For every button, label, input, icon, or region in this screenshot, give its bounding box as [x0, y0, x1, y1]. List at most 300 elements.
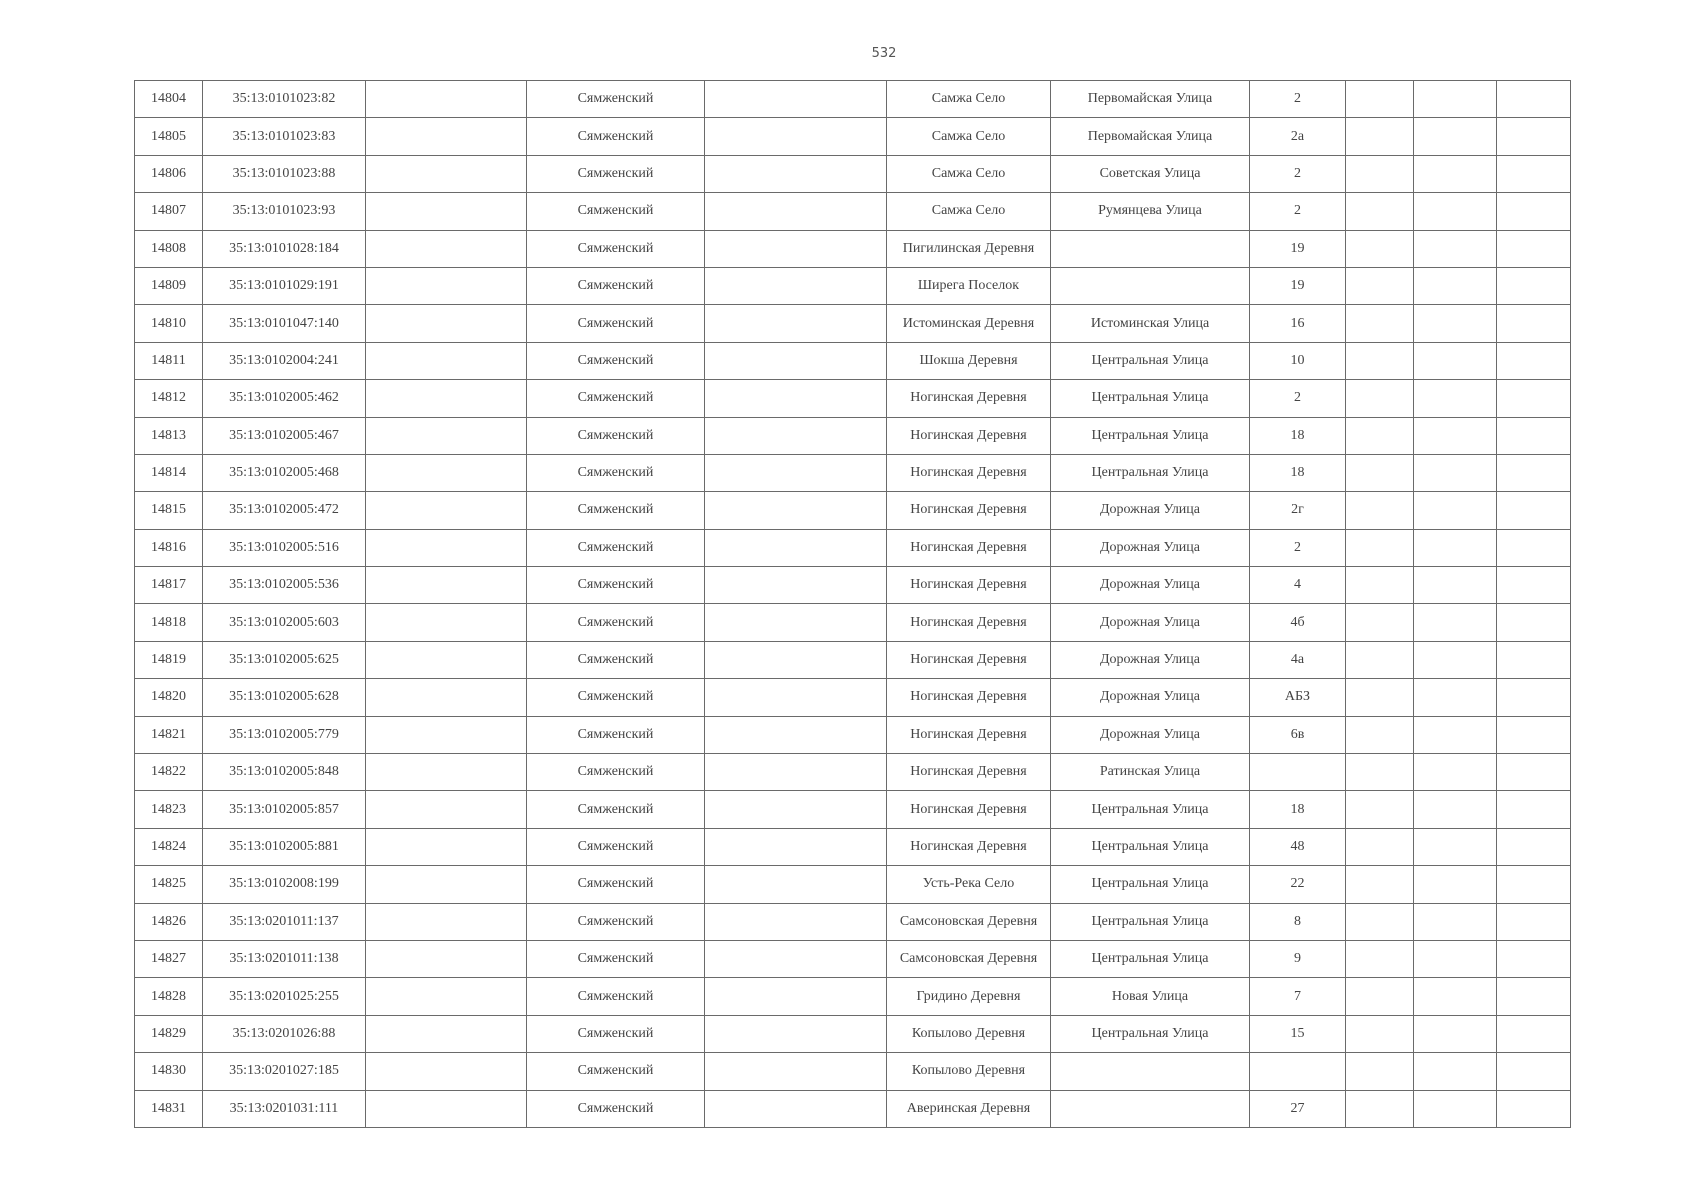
- empty-cell: [366, 978, 527, 1015]
- district-cell: Сямженский: [527, 1090, 705, 1127]
- district-cell: Сямженский: [527, 529, 705, 566]
- empty-cell: [1414, 679, 1497, 716]
- empty-cell: [1497, 267, 1571, 304]
- empty-cell: [366, 529, 527, 566]
- empty-cell: [705, 679, 887, 716]
- house-number-cell: [1250, 754, 1346, 791]
- empty-cell: [1497, 492, 1571, 529]
- house-number-cell: 18: [1250, 791, 1346, 828]
- empty-cell: [366, 567, 527, 604]
- empty-cell: [1497, 791, 1571, 828]
- empty-cell: [366, 866, 527, 903]
- empty-cell: [366, 193, 527, 230]
- empty-cell: [366, 1053, 527, 1090]
- street-cell: Первомайская Улица: [1051, 118, 1250, 155]
- empty-cell: [1414, 604, 1497, 641]
- district-cell: Сямженский: [527, 492, 705, 529]
- district-cell: Сямженский: [527, 342, 705, 379]
- empty-cell: [1414, 230, 1497, 267]
- street-cell: Дорожная Улица: [1051, 492, 1250, 529]
- empty-cell: [1497, 679, 1571, 716]
- cadastral-number-cell: 35:13:0102005:516: [203, 529, 366, 566]
- cadastral-number-cell: 35:13:0102005:468: [203, 454, 366, 491]
- table-row: [135, 193, 1571, 230]
- house-number-cell: АБЗ: [1250, 679, 1346, 716]
- empty-cell: [1497, 155, 1571, 192]
- locality-cell: Ширега Поселок: [887, 267, 1051, 304]
- row-number-cell: 14819: [135, 641, 203, 678]
- empty-cell: [705, 641, 887, 678]
- house-number-cell: 19: [1250, 267, 1346, 304]
- locality-cell: Самжа Село: [887, 118, 1051, 155]
- empty-cell: [705, 716, 887, 753]
- district-cell: Сямженский: [527, 305, 705, 342]
- house-number-cell: 7: [1250, 978, 1346, 1015]
- empty-cell: [1346, 529, 1414, 566]
- row-number-cell: 14820: [135, 679, 203, 716]
- street-cell: Первомайская Улица: [1051, 81, 1250, 118]
- street-cell: Центральная Улица: [1051, 940, 1250, 977]
- table-row: [135, 1053, 1571, 1090]
- house-number-cell: [1250, 1053, 1346, 1090]
- table-row: [135, 155, 1571, 192]
- cadastral-number-cell: 35:13:0201031:111: [203, 1090, 366, 1127]
- table-row: [135, 604, 1571, 641]
- empty-cell: [705, 267, 887, 304]
- house-number-cell: 16: [1250, 305, 1346, 342]
- street-cell: Дорожная Улица: [1051, 604, 1250, 641]
- empty-cell: [1346, 454, 1414, 491]
- row-number-cell: 14822: [135, 754, 203, 791]
- row-number-cell: 14811: [135, 342, 203, 379]
- street-cell: [1051, 230, 1250, 267]
- table-row: [135, 903, 1571, 940]
- empty-cell: [366, 454, 527, 491]
- street-cell: Центральная Улица: [1051, 791, 1250, 828]
- street-cell: Дорожная Улица: [1051, 567, 1250, 604]
- row-number-cell: 14827: [135, 940, 203, 977]
- empty-cell: [1346, 118, 1414, 155]
- empty-cell: [1346, 492, 1414, 529]
- district-cell: Сямженский: [527, 193, 705, 230]
- empty-cell: [705, 866, 887, 903]
- street-cell: Центральная Улица: [1051, 1015, 1250, 1052]
- empty-cell: [366, 940, 527, 977]
- district-cell: Сямженский: [527, 230, 705, 267]
- table-row: [135, 978, 1571, 1015]
- empty-cell: [1414, 380, 1497, 417]
- street-cell: Истоминская Улица: [1051, 305, 1250, 342]
- locality-cell: Ногинская Деревня: [887, 454, 1051, 491]
- empty-cell: [1414, 978, 1497, 1015]
- table-row: [135, 567, 1571, 604]
- locality-cell: Ногинская Деревня: [887, 828, 1051, 865]
- cadastral-number-cell: 35:13:0201026:88: [203, 1015, 366, 1052]
- empty-cell: [705, 81, 887, 118]
- empty-cell: [705, 903, 887, 940]
- locality-cell: Ногинская Деревня: [887, 492, 1051, 529]
- empty-cell: [1414, 1090, 1497, 1127]
- house-number-cell: 4б: [1250, 604, 1346, 641]
- empty-cell: [1346, 305, 1414, 342]
- empty-cell: [366, 903, 527, 940]
- empty-cell: [1346, 193, 1414, 230]
- empty-cell: [1414, 940, 1497, 977]
- locality-cell: Усть-Река Село: [887, 866, 1051, 903]
- row-number-cell: 14825: [135, 866, 203, 903]
- cadastral-number-cell: 35:13:0201011:137: [203, 903, 366, 940]
- cadastral-number-cell: 35:13:0102005:857: [203, 791, 366, 828]
- empty-cell: [1414, 417, 1497, 454]
- empty-cell: [366, 641, 527, 678]
- row-number-cell: 14814: [135, 454, 203, 491]
- empty-cell: [1497, 380, 1571, 417]
- empty-cell: [1497, 529, 1571, 566]
- street-cell: Центральная Улица: [1051, 454, 1250, 491]
- street-cell: Центральная Улица: [1051, 417, 1250, 454]
- district-cell: Сямженский: [527, 567, 705, 604]
- empty-cell: [1346, 716, 1414, 753]
- empty-cell: [1414, 716, 1497, 753]
- empty-cell: [1346, 567, 1414, 604]
- empty-cell: [705, 305, 887, 342]
- cadastral-number-cell: 35:13:0101023:82: [203, 81, 366, 118]
- row-number-cell: 14821: [135, 716, 203, 753]
- street-cell: Центральная Улица: [1051, 866, 1250, 903]
- locality-cell: Шокша Деревня: [887, 342, 1051, 379]
- district-cell: Сямженский: [527, 604, 705, 641]
- table-row: [135, 118, 1571, 155]
- table-row: [135, 940, 1571, 977]
- house-number-cell: 6в: [1250, 716, 1346, 753]
- house-number-cell: 2: [1250, 529, 1346, 566]
- table-row: [135, 791, 1571, 828]
- street-cell: Румянцева Улица: [1051, 193, 1250, 230]
- cadastral-number-cell: 35:13:0101047:140: [203, 305, 366, 342]
- empty-cell: [1497, 1090, 1571, 1127]
- empty-cell: [1414, 828, 1497, 865]
- row-number-cell: 14806: [135, 155, 203, 192]
- table-row: [135, 641, 1571, 678]
- cadastral-number-cell: 35:13:0201027:185: [203, 1053, 366, 1090]
- empty-cell: [1497, 567, 1571, 604]
- empty-cell: [705, 1015, 887, 1052]
- empty-cell: [705, 155, 887, 192]
- empty-cell: [705, 492, 887, 529]
- cadastral-number-cell: 35:13:0102005:848: [203, 754, 366, 791]
- row-number-cell: 14817: [135, 567, 203, 604]
- cadastral-number-cell: 35:13:0201025:255: [203, 978, 366, 1015]
- table-row: [135, 267, 1571, 304]
- empty-cell: [1497, 641, 1571, 678]
- street-cell: Центральная Улица: [1051, 828, 1250, 865]
- row-number-cell: 14808: [135, 230, 203, 267]
- empty-cell: [1414, 529, 1497, 566]
- empty-cell: [1414, 193, 1497, 230]
- empty-cell: [366, 1015, 527, 1052]
- house-number-cell: 15: [1250, 1015, 1346, 1052]
- locality-cell: Ногинская Деревня: [887, 679, 1051, 716]
- empty-cell: [1497, 604, 1571, 641]
- row-number-cell: 14805: [135, 118, 203, 155]
- district-cell: Сямженский: [527, 1053, 705, 1090]
- district-cell: Сямженский: [527, 417, 705, 454]
- house-number-cell: 4: [1250, 567, 1346, 604]
- empty-cell: [1346, 978, 1414, 1015]
- empty-cell: [1414, 454, 1497, 491]
- row-number-cell: 14816: [135, 529, 203, 566]
- district-cell: Сямженский: [527, 380, 705, 417]
- district-cell: Сямженский: [527, 679, 705, 716]
- table-row: [135, 754, 1571, 791]
- row-number-cell: 14807: [135, 193, 203, 230]
- table-row: [135, 492, 1571, 529]
- empty-cell: [1346, 604, 1414, 641]
- empty-cell: [1346, 1053, 1414, 1090]
- empty-cell: [705, 1053, 887, 1090]
- empty-cell: [1346, 679, 1414, 716]
- empty-cell: [1414, 641, 1497, 678]
- empty-cell: [1497, 716, 1571, 753]
- empty-cell: [1346, 866, 1414, 903]
- empty-cell: [1497, 828, 1571, 865]
- empty-cell: [366, 492, 527, 529]
- house-number-cell: 22: [1250, 866, 1346, 903]
- row-number-cell: 14830: [135, 1053, 203, 1090]
- empty-cell: [366, 716, 527, 753]
- empty-cell: [1414, 567, 1497, 604]
- empty-cell: [1497, 866, 1571, 903]
- empty-cell: [1414, 1053, 1497, 1090]
- house-number-cell: 9: [1250, 940, 1346, 977]
- empty-cell: [705, 118, 887, 155]
- district-cell: Сямженский: [527, 866, 705, 903]
- empty-cell: [1346, 230, 1414, 267]
- table-row: [135, 417, 1571, 454]
- empty-cell: [705, 1090, 887, 1127]
- empty-cell: [705, 940, 887, 977]
- locality-cell: Ногинская Деревня: [887, 604, 1051, 641]
- empty-cell: [1414, 155, 1497, 192]
- empty-cell: [1346, 828, 1414, 865]
- table-row: [135, 305, 1571, 342]
- cadastral-number-cell: 35:13:0101028:184: [203, 230, 366, 267]
- empty-cell: [705, 828, 887, 865]
- locality-cell: Самсоновская Деревня: [887, 903, 1051, 940]
- district-cell: Сямженский: [527, 791, 705, 828]
- empty-cell: [1497, 1053, 1571, 1090]
- street-cell: [1051, 1090, 1250, 1127]
- house-number-cell: 2г: [1250, 492, 1346, 529]
- row-number-cell: 14804: [135, 81, 203, 118]
- street-cell: Дорожная Улица: [1051, 679, 1250, 716]
- table-row: [135, 716, 1571, 753]
- empty-cell: [705, 380, 887, 417]
- locality-cell: Аверинская Деревня: [887, 1090, 1051, 1127]
- row-number-cell: 14809: [135, 267, 203, 304]
- empty-cell: [1497, 118, 1571, 155]
- row-number-cell: 14815: [135, 492, 203, 529]
- cadastral-number-cell: 35:13:0102005:462: [203, 380, 366, 417]
- row-number-cell: 14810: [135, 305, 203, 342]
- empty-cell: [1414, 305, 1497, 342]
- house-number-cell: 18: [1250, 417, 1346, 454]
- house-number-cell: 19: [1250, 230, 1346, 267]
- table-row: [135, 679, 1571, 716]
- locality-cell: Ногинская Деревня: [887, 716, 1051, 753]
- empty-cell: [1497, 454, 1571, 491]
- locality-cell: Ногинская Деревня: [887, 641, 1051, 678]
- cadastral-number-cell: 35:13:0101029:191: [203, 267, 366, 304]
- empty-cell: [1346, 754, 1414, 791]
- registry-table-body: [135, 81, 1571, 1128]
- empty-cell: [705, 529, 887, 566]
- house-number-cell: 2: [1250, 155, 1346, 192]
- house-number-cell: 18: [1250, 454, 1346, 491]
- cadastral-number-cell: 35:13:0102005:467: [203, 417, 366, 454]
- cadastral-number-cell: 35:13:0102005:779: [203, 716, 366, 753]
- registry-table: [134, 80, 1571, 1128]
- empty-cell: [1414, 903, 1497, 940]
- district-cell: Сямженский: [527, 978, 705, 1015]
- row-number-cell: 14831: [135, 1090, 203, 1127]
- empty-cell: [366, 417, 527, 454]
- locality-cell: Ногинская Деревня: [887, 380, 1051, 417]
- district-cell: Сямженский: [527, 828, 705, 865]
- empty-cell: [366, 1090, 527, 1127]
- house-number-cell: 48: [1250, 828, 1346, 865]
- locality-cell: Ногинская Деревня: [887, 791, 1051, 828]
- district-cell: Сямженский: [527, 267, 705, 304]
- empty-cell: [1414, 342, 1497, 379]
- empty-cell: [366, 267, 527, 304]
- table-row: [135, 230, 1571, 267]
- street-cell: [1051, 267, 1250, 304]
- empty-cell: [366, 342, 527, 379]
- street-cell: [1051, 1053, 1250, 1090]
- house-number-cell: 2: [1250, 380, 1346, 417]
- empty-cell: [705, 754, 887, 791]
- house-number-cell: 2: [1250, 193, 1346, 230]
- street-cell: Ратинская Улица: [1051, 754, 1250, 791]
- empty-cell: [705, 567, 887, 604]
- cadastral-number-cell: 35:13:0102005:628: [203, 679, 366, 716]
- empty-cell: [366, 380, 527, 417]
- locality-cell: Самжа Село: [887, 155, 1051, 192]
- cadastral-number-cell: 35:13:0201011:138: [203, 940, 366, 977]
- locality-cell: Истоминская Деревня: [887, 305, 1051, 342]
- empty-cell: [366, 155, 527, 192]
- empty-cell: [366, 81, 527, 118]
- table-row: [135, 529, 1571, 566]
- house-number-cell: 2: [1250, 81, 1346, 118]
- street-cell: Дорожная Улица: [1051, 641, 1250, 678]
- empty-cell: [1346, 267, 1414, 304]
- table-row: [135, 81, 1571, 118]
- street-cell: Дорожная Улица: [1051, 716, 1250, 753]
- empty-cell: [1497, 417, 1571, 454]
- empty-cell: [1414, 1015, 1497, 1052]
- locality-cell: Самжа Село: [887, 193, 1051, 230]
- locality-cell: Копылово Деревня: [887, 1053, 1051, 1090]
- district-cell: Сямженский: [527, 118, 705, 155]
- street-cell: Дорожная Улица: [1051, 529, 1250, 566]
- row-number-cell: 14824: [135, 828, 203, 865]
- row-number-cell: 14813: [135, 417, 203, 454]
- table-row: [135, 828, 1571, 865]
- empty-cell: [705, 230, 887, 267]
- locality-cell: Самсоновская Деревня: [887, 940, 1051, 977]
- empty-cell: [1346, 791, 1414, 828]
- empty-cell: [366, 828, 527, 865]
- street-cell: Центральная Улица: [1051, 903, 1250, 940]
- locality-cell: Ногинская Деревня: [887, 529, 1051, 566]
- empty-cell: [705, 193, 887, 230]
- empty-cell: [366, 305, 527, 342]
- district-cell: Сямженский: [527, 81, 705, 118]
- locality-cell: Копылово Деревня: [887, 1015, 1051, 1052]
- empty-cell: [1346, 380, 1414, 417]
- cadastral-number-cell: 35:13:0102005:472: [203, 492, 366, 529]
- empty-cell: [1414, 118, 1497, 155]
- locality-cell: Ногинская Деревня: [887, 567, 1051, 604]
- locality-cell: Пигилинская Деревня: [887, 230, 1051, 267]
- empty-cell: [1414, 81, 1497, 118]
- row-number-cell: 14829: [135, 1015, 203, 1052]
- empty-cell: [705, 342, 887, 379]
- cadastral-number-cell: 35:13:0101023:83: [203, 118, 366, 155]
- district-cell: Сямженский: [527, 754, 705, 791]
- empty-cell: [1414, 866, 1497, 903]
- page-number: 532: [871, 46, 897, 61]
- empty-cell: [1497, 754, 1571, 791]
- district-cell: Сямженский: [527, 641, 705, 678]
- row-number-cell: 14828: [135, 978, 203, 1015]
- table-row: [135, 342, 1571, 379]
- empty-cell: [366, 604, 527, 641]
- empty-cell: [1346, 1015, 1414, 1052]
- cadastral-number-cell: 35:13:0102005:603: [203, 604, 366, 641]
- district-cell: Сямженский: [527, 454, 705, 491]
- street-cell: Центральная Улица: [1051, 342, 1250, 379]
- empty-cell: [1414, 791, 1497, 828]
- table-row: [135, 380, 1571, 417]
- empty-cell: [705, 417, 887, 454]
- cadastral-number-cell: 35:13:0101023:93: [203, 193, 366, 230]
- house-number-cell: 4а: [1250, 641, 1346, 678]
- table-row: [135, 1015, 1571, 1052]
- cadastral-number-cell: 35:13:0102005:881: [203, 828, 366, 865]
- empty-cell: [1497, 978, 1571, 1015]
- empty-cell: [1497, 81, 1571, 118]
- empty-cell: [705, 791, 887, 828]
- table-row: [135, 454, 1571, 491]
- street-cell: Новая Улица: [1051, 978, 1250, 1015]
- locality-cell: Ногинская Деревня: [887, 754, 1051, 791]
- empty-cell: [366, 754, 527, 791]
- empty-cell: [1414, 492, 1497, 529]
- empty-cell: [1346, 81, 1414, 118]
- empty-cell: [1497, 903, 1571, 940]
- empty-cell: [1346, 155, 1414, 192]
- row-number-cell: 14818: [135, 604, 203, 641]
- district-cell: Сямженский: [527, 155, 705, 192]
- cadastral-number-cell: 35:13:0102005:536: [203, 567, 366, 604]
- district-cell: Сямженский: [527, 903, 705, 940]
- cadastral-number-cell: 35:13:0101023:88: [203, 155, 366, 192]
- row-number-cell: 14823: [135, 791, 203, 828]
- empty-cell: [705, 978, 887, 1015]
